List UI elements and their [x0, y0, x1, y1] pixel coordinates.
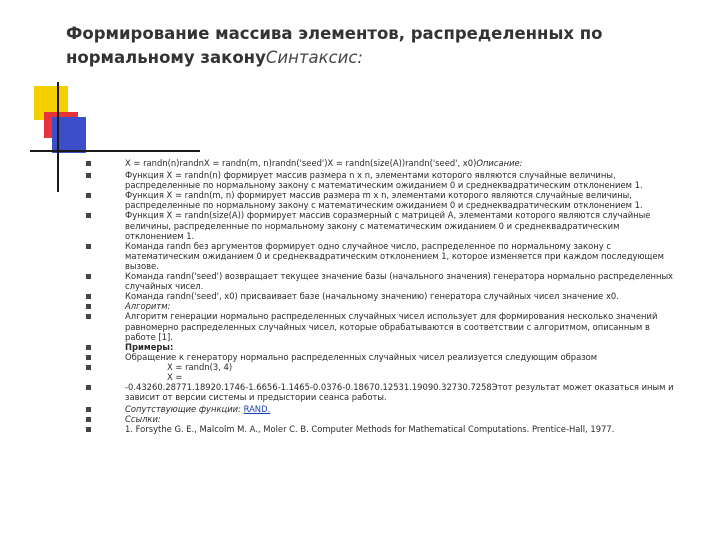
bullet-icon — [86, 244, 91, 249]
list-item: Функция X = randn(n) формирует массив размера n x n, элементами которого являются случайные величины, распределенные по нормальному закону с математическим ожиданием 0 и среднеквадратическим отклонением 1. — [86, 170, 676, 190]
bullet-icon — [86, 274, 91, 279]
rand-link[interactable]: RAND. — [243, 404, 271, 415]
bullet-icon — [86, 161, 91, 166]
list-item: Команда randn('seed') возвращает текущее значение базы (начального значения) генератора нормально распределенных случайных чисел. — [86, 271, 676, 291]
bullet-icon — [86, 193, 91, 198]
list-item: X = randn(3, 4) — [86, 362, 676, 372]
bullet-icon — [86, 304, 91, 309]
list-item: -0.43260.28771.18920.1746-1.6656-1.1465-0.0376-0.18670.12531.19090.32730.7258Этот результат может оказаться иным и зависит от версии системы и предыстории сеанса работы. — [86, 382, 676, 402]
bullet-icon — [86, 365, 91, 370]
list-item: Ссылки: — [86, 414, 676, 424]
list-item: X = — [167, 371, 183, 382]
bullet-icon — [86, 427, 91, 432]
list-item: Сопутствующие функции: RAND. — [86, 404, 676, 414]
list-item: X = randn(n)randnX = randn(m, n)randn('seed')X = randn(size(A))randn('seed', x0)Описание: — [86, 158, 676, 168]
bullet-icon — [86, 407, 91, 412]
list-item: Команда randn('seed', x0) присваивает базе (начальному значению) генератора случайных чисел значение x0. — [86, 291, 676, 301]
bullet-icon — [86, 294, 91, 299]
bullet-icon — [86, 345, 91, 350]
bullet-icon — [86, 314, 91, 319]
page-title — [66, 22, 706, 70]
list-item: Обращение к генератору нормально распределенных случайных чисел реализуется следующим образом — [86, 352, 676, 362]
list-item: Алгоритм: — [86, 301, 676, 311]
list-item: 1. Forsythe G. E., Malcolm M. A., Moler C. B. Computer Methods for Mathematical Computations. Prentice-Hall, 1977. — [86, 424, 676, 434]
title-main: Формирование массива элементов, распределенных по нормальному закону — [66, 24, 603, 67]
list-item: Функция X = randn(size(A)) формирует массив соразмерный с матрицей A, элементами которого являются случайные величины, распределенные по нормальному закону с математическим ожиданием 0 и среднеквадратическим отклонением 1. — [86, 210, 676, 240]
bullet-icon — [86, 173, 91, 178]
bullet-icon — [86, 417, 91, 422]
bullet-list — [86, 158, 676, 435]
list-item: Примеры: — [86, 342, 676, 352]
bullet-icon — [86, 355, 91, 360]
logo-vertical-line — [57, 82, 59, 192]
bullet-icon — [86, 385, 91, 390]
logo-horizontal-line — [30, 150, 200, 152]
list-item: Команда randn без аргументов формирует одно случайное число, распределенное по нормальному закону с математическим ожиданием 0 и среднеквадратическим отклонением 1, которое изменяется при каждом последующем вызове. — [86, 241, 676, 271]
bullet-icon — [86, 213, 91, 218]
title-subtitle: Синтаксис: — [265, 48, 363, 67]
list-item: Алгоритм генерации нормально распределенных случайных чисел использует для формирования несколько значений равномерно распределенных случайных чисел, которые обрабатываются в соответствии с алгоритмом, описанным в работе [1]. — [86, 311, 676, 341]
list-item: Функция X = randn(m, n) формирует массив размера m x n, элементами которого являются случайные величины, распределенные по нормальному закону с математическим ожиданием 0 и среднеквадратическим отклонением 1. — [86, 190, 676, 210]
